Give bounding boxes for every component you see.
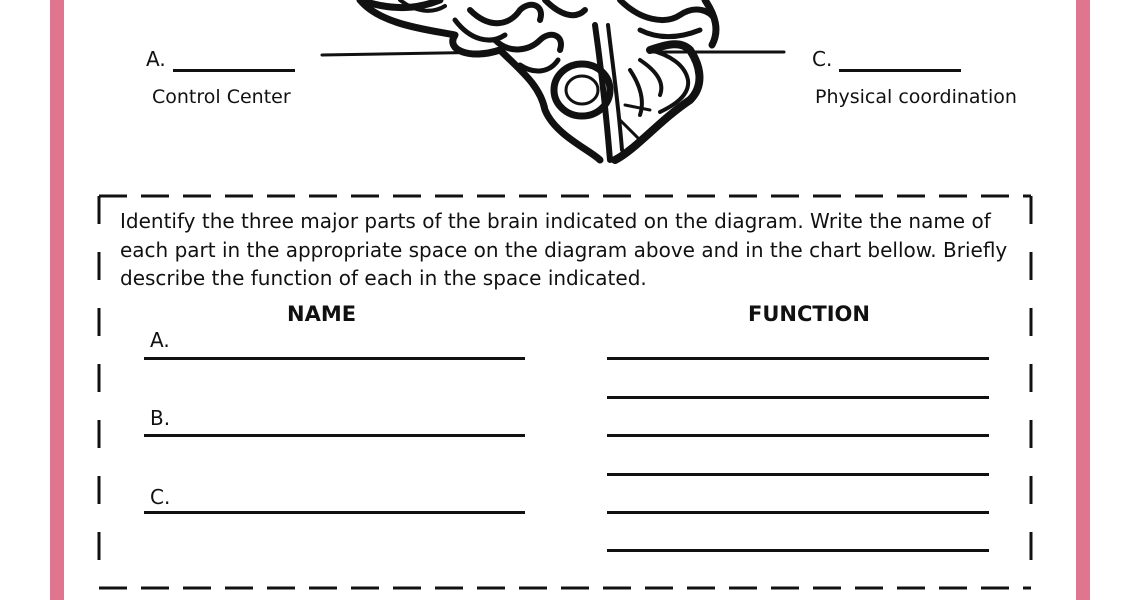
function-line-b-1[interactable]	[607, 434, 989, 437]
diagram-label-a: A.	[146, 47, 166, 71]
name-line-a[interactable]	[144, 357, 525, 360]
function-line-a-2[interactable]	[607, 396, 989, 399]
function-line-b-2[interactable]	[607, 473, 989, 476]
name-line-c[interactable]	[144, 511, 525, 514]
function-line-c-1[interactable]	[607, 511, 989, 514]
row-label-c: C.	[150, 485, 171, 509]
function-column-header: FUNCTION	[748, 302, 870, 326]
name-line-b[interactable]	[144, 434, 525, 437]
diagram-caption-c: Physical coordination	[815, 86, 1017, 108]
function-line-a-1[interactable]	[607, 357, 989, 360]
function-line-c-2[interactable]	[607, 549, 989, 552]
diagram-label-c: C.	[812, 47, 833, 71]
instructions-text: Identify the three major parts of the brain indicated on the diagram. Write the name of each part in the appropriate space on the diagram above and in the chart bellow. Briefly describe the function of each in the space indicated.	[120, 209, 1008, 290]
name-column-header: NAME	[287, 302, 357, 326]
diagram-caption-a: Control Center	[152, 86, 291, 108]
row-label-b: B.	[150, 406, 171, 430]
row-label-a: A.	[150, 328, 170, 352]
